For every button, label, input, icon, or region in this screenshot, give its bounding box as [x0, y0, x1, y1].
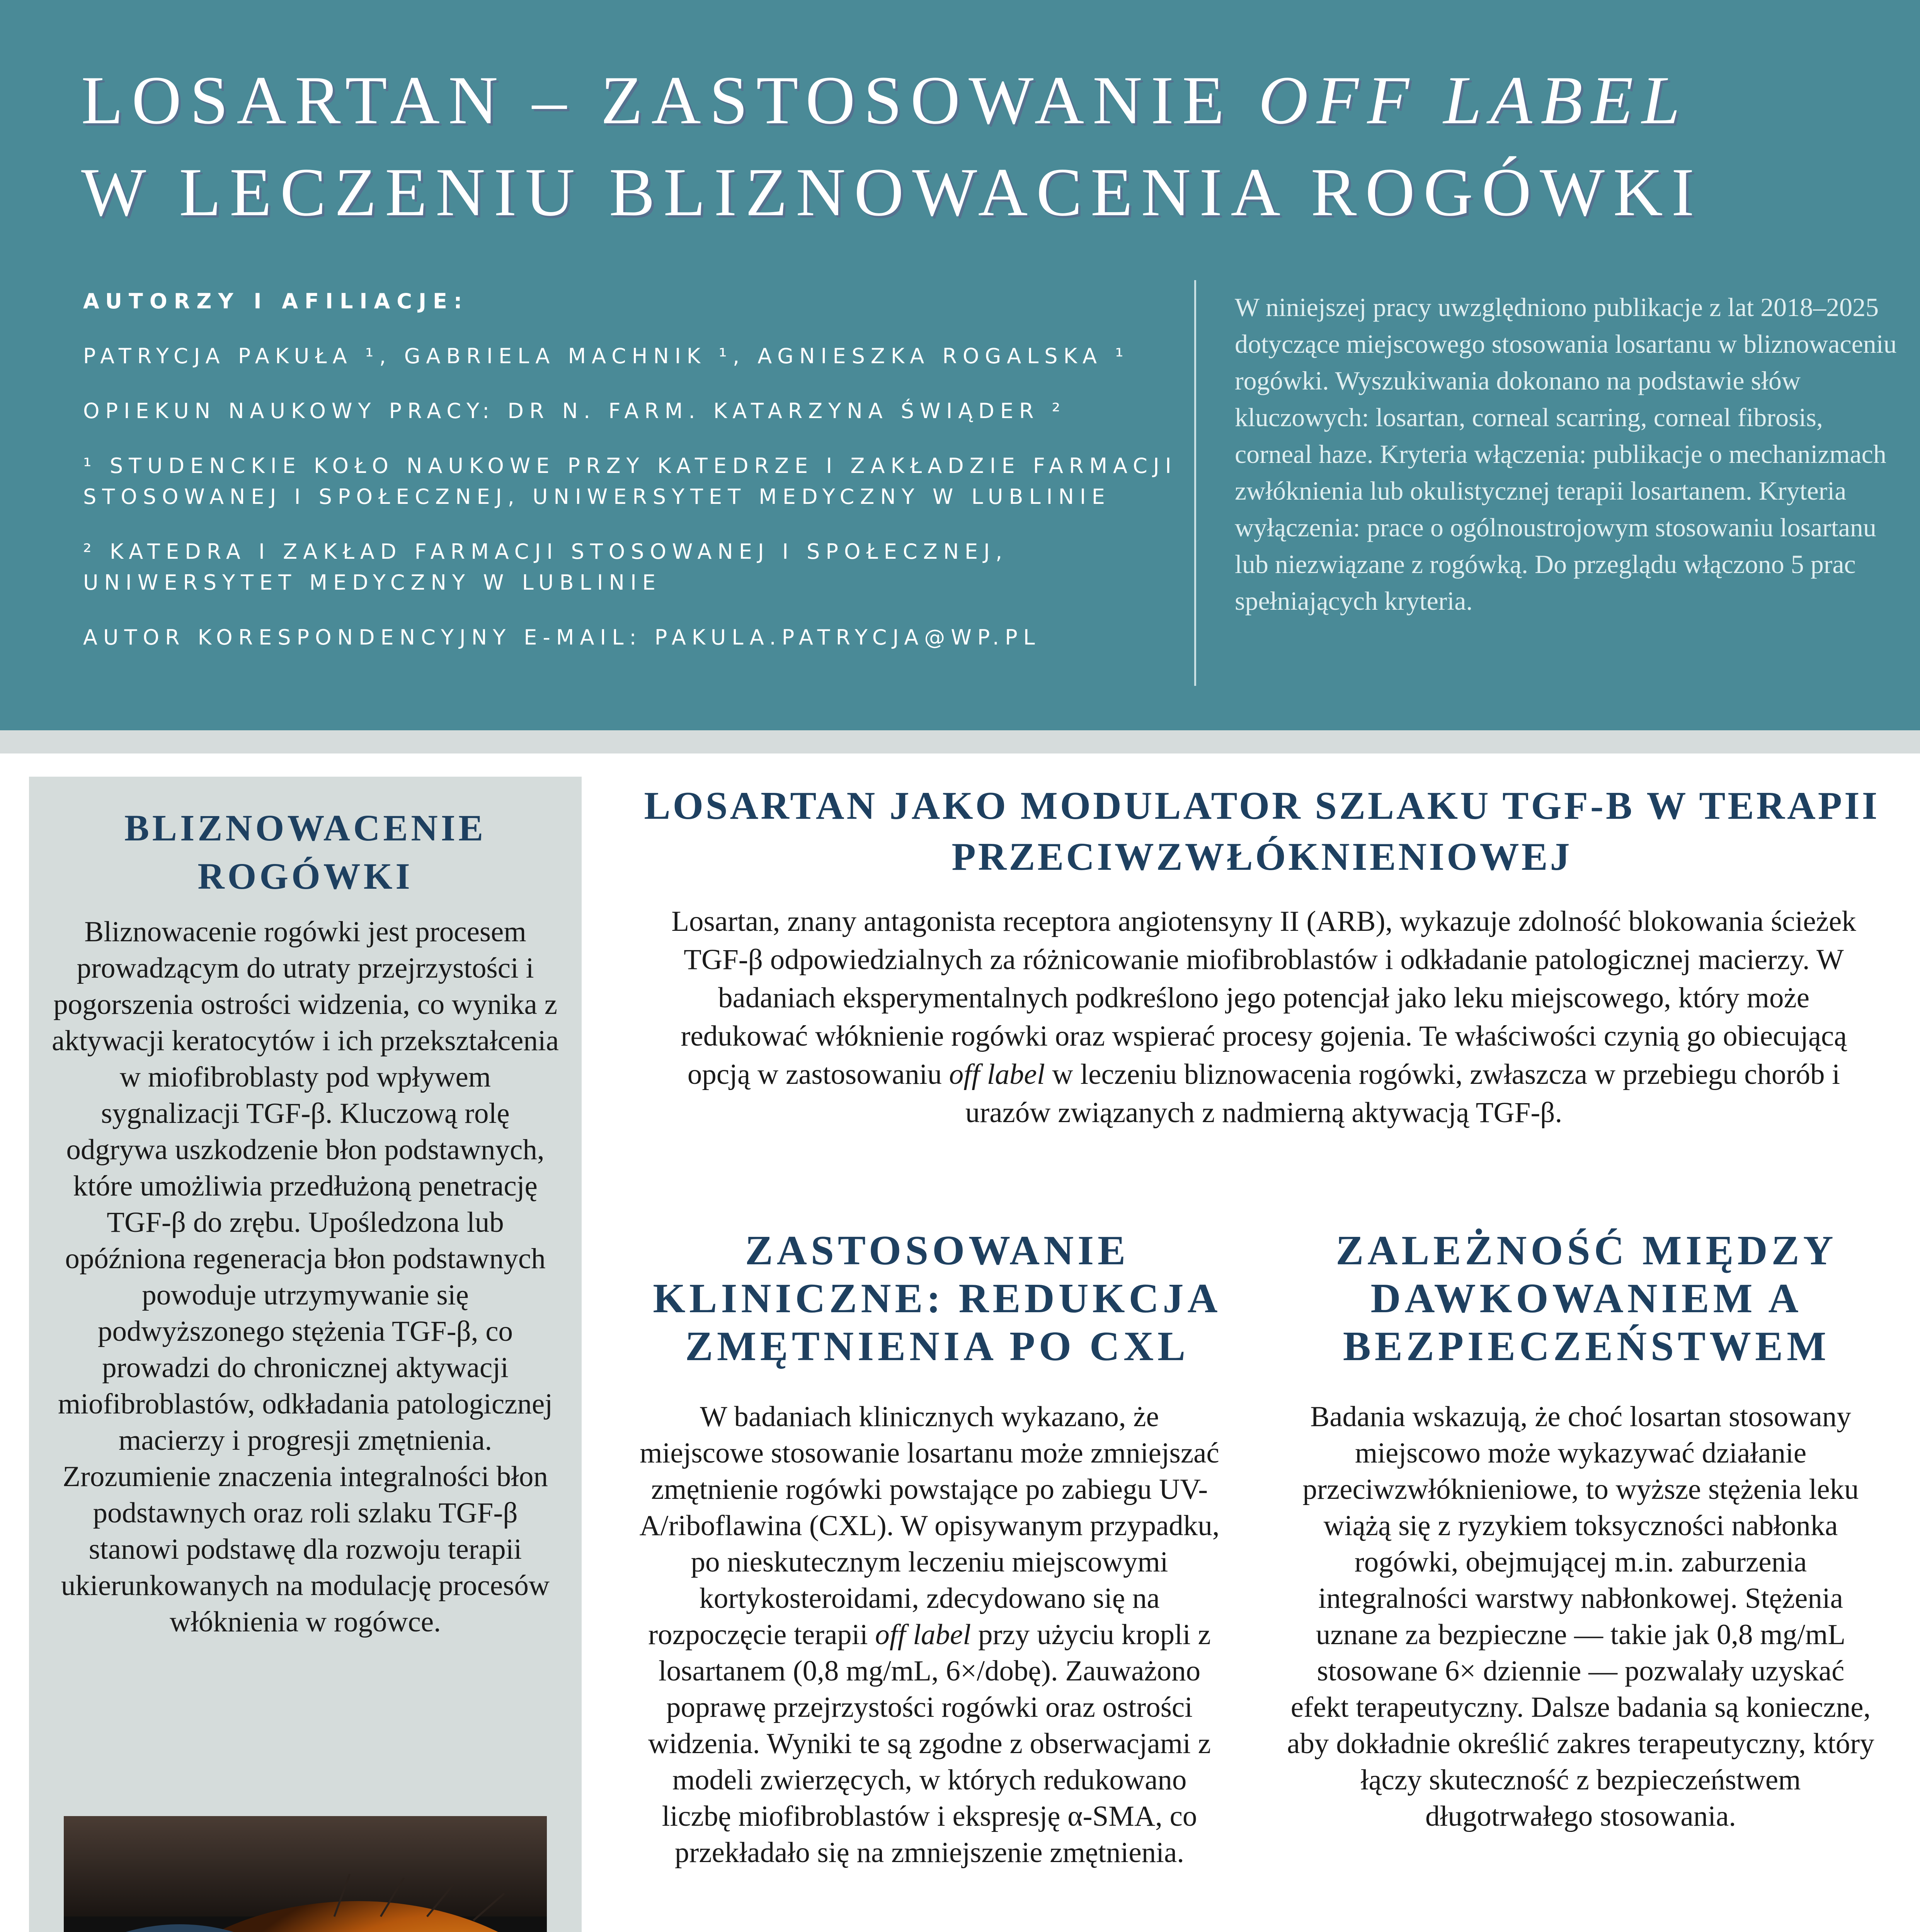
poster-title [81, 54, 1859, 238]
authors-list: PATRYCJA PAKUŁA ¹, GABRIELA MACHNIK ¹, AGNIESZKA ROGALSKA ¹ [83, 344, 1129, 368]
title-line-1 [81, 54, 1859, 146]
tgf-body-part1: Losartan, znany antagonista receptora angiotensyny II (ARB), wykazuje zdolność blokowania ścieżek TGF-β odpowiedzialnych za różnicowanie miofibroblastów i odkładanie patologicznej macierzy. W badaniach eksperymentalnych podkreślono jego potencjał jako leku miejscowego, który może redukować włóknienie rogówki oraz wspierać procesy gojenia. Te właściwości czynią go obiecującą opcją w zastosowaniu [671, 905, 1856, 1090]
clinical-body-part2: przy użyciu kropli z losartanem (0,8 mg/mL, 6×/dobę). Zauważono poprawę przejrzystości rogówki oraz ostrości widzenia. Wyniki te są zgodne z obserwacjami z modeli zwierzęcych, w których redukowano liczbę miofibroblastów i ekspresję α-SMA, co przekładało się na zmniejszenie zmętnienia. [648, 1619, 1211, 1869]
supervisor: OPIEKUN NAUKOWY PRACY: DR N. FARM. KATARZYNA ŚWIĄDER ² [83, 399, 1066, 423]
clinical-body-part1: W badaniach klinicznych wykazano, że miejscowe stosowanie losartanu może zmniejszać zmętnienie rogówki powstające po zabiegu UV-A/riboflawina (CXL). W opisywanym przypadku, po nieskutecznym leczeniu miejscowymi kortykosteroidami, zdecydowano się na rozpoczęcie terapii [639, 1401, 1220, 1651]
header-divider [1194, 280, 1196, 686]
title-italic-text: OFF LABEL [1258, 62, 1689, 138]
header-stripe [0, 730, 1920, 753]
affiliation-1: ¹ STUDENCKIE KOŁO NAUKOWE PRZY KATEDRZE I ZAKŁADZIE FARMACJI STOSOWANEJ I SPOŁECZNEJ, UNIWERSYTET MEDYCZNY W LUBLINIE [83, 454, 1177, 509]
tgf-body-part2: w leczeniu bliznowacenia rogówki, zwłaszcza w przebiegu chorób i urazów związanych z nadmierną aktywacją TGF-β. [965, 1058, 1840, 1129]
authors-label: AUTORZY I AFILIACJE: [83, 289, 469, 313]
corneal-scar-photo [64, 1816, 547, 1932]
section-body-tgf [665, 902, 1863, 1132]
methods-intro: W niniejszej pracy uwzględniono publikacje z lat 2018–2025 dotyczące miejscowego stosowania losartanu w bliznowaceniu rogówki. Wyszukiwania dokonano na podstawie słów kluczowych: losartan, corneal scarring, corneal fibrosis, corneal haze. Kryteria włączenia: publikacje o mechanizmach zwłóknienia lub okulistycznej terapii losartanem. Kryteria wyłączenia: prace o ogólnoustrojowym stosowaniu losartanu lub niezwiązane z rogówką. Do przeglądu włączono 5 prac spełniających kryteria. [1235, 293, 1897, 616]
tgf-body-italic: off label [949, 1058, 1045, 1090]
section-heading-tgf: LOSARTAN JAKO MODULATOR SZLAKU TGF-Β W TERAPII PRZECIWZWŁÓKNIENIOWEJ [644, 784, 1880, 879]
section-body-dose: Badania wskazują, że choć losartan stosowany miejscowo może wykazywać działanie przeciwzwłóknieniowe, to wyższe stężenia leku wiążą się z ryzykiem toksyczności nabłonka rogówki, obejmującej m.in. zaburzenia integralności warstwy nabłonkowej. Stężenia uznane za bezpieczne — takie jak 0,8 mg/mL stosowane 6× dziennie — pozwalały uzyskać efekt terapeutyczny. Dalsze badania są konieczne, aby dokładnie określić zakres terapeutyczny, który łączy skuteczność z bezpieczeństwem długotrwałego stosowania. [1287, 1401, 1874, 1832]
clinical-body-italic: off label [875, 1619, 971, 1651]
affiliation-2: ² KATEDRA I ZAKŁAD FARMACJI STOSOWANEJ I SPOŁECZNEJ, UNIWERSYTET MEDYCZNY W LUBLINIE [83, 539, 1008, 595]
section-heading-clinical: ZASTOSOWANIE KLINICZNE: REDUKCJA ZMĘTNIENIA PO CXL [653, 1228, 1222, 1369]
left-panel-body: Bliznowacenie rogówki jest procesem prowadzącym do utraty przejrzystości i pogorszenia ostrości widzenia, co wynika z aktywacji keratocytów i ich przekształcenia w miofibroblasty pod wpływem sygnalizacji TGF-β. Kluczową rolę odgrywa uszkodzenie błon podstawnych, które umożliwia przedłużoną penetrację TGF-β do zrębu. Upośledzona lub opóźniona regeneracja błon podstawnych powoduje utrzymywanie się podwyższonego stężenia TGF-β, co prowadzi do chronicznej aktywacji miofibroblastów, odkładania patologicznej macierzy i progresji zmętnienia. Zrozumienie znaczenia integralności błon podstawnych oraz roli szlaku TGF-β stanowi podstawę dla rozwoju terapii ukierunkowanych na modulację procesów włóknienia w rogówce. [52, 916, 559, 1638]
title-line-2: W LECZENIU BLIZNOWACENIA ROGÓWKI [81, 154, 1703, 230]
header-banner [0, 0, 1920, 730]
authors-affiliations [83, 286, 1185, 677]
left-panel [29, 777, 582, 1932]
corresponding-email: AUTOR KORESPONDENCYJNY E-MAIL: PAKULA.PATRYCJA@WP.PL [83, 625, 1041, 650]
title-line-1-text: LOSARTAN – ZASTOSOWANIE [81, 62, 1259, 138]
section-body-clinical [636, 1399, 1223, 1871]
left-panel-heading: BLIZNOWACENIE ROGÓWKI [124, 807, 487, 897]
section-heading-dose: ZALEŻNOŚĆ MIĘDZY DAWKOWANIEM A BEZPIECZEŃSTWEM [1336, 1228, 1837, 1369]
